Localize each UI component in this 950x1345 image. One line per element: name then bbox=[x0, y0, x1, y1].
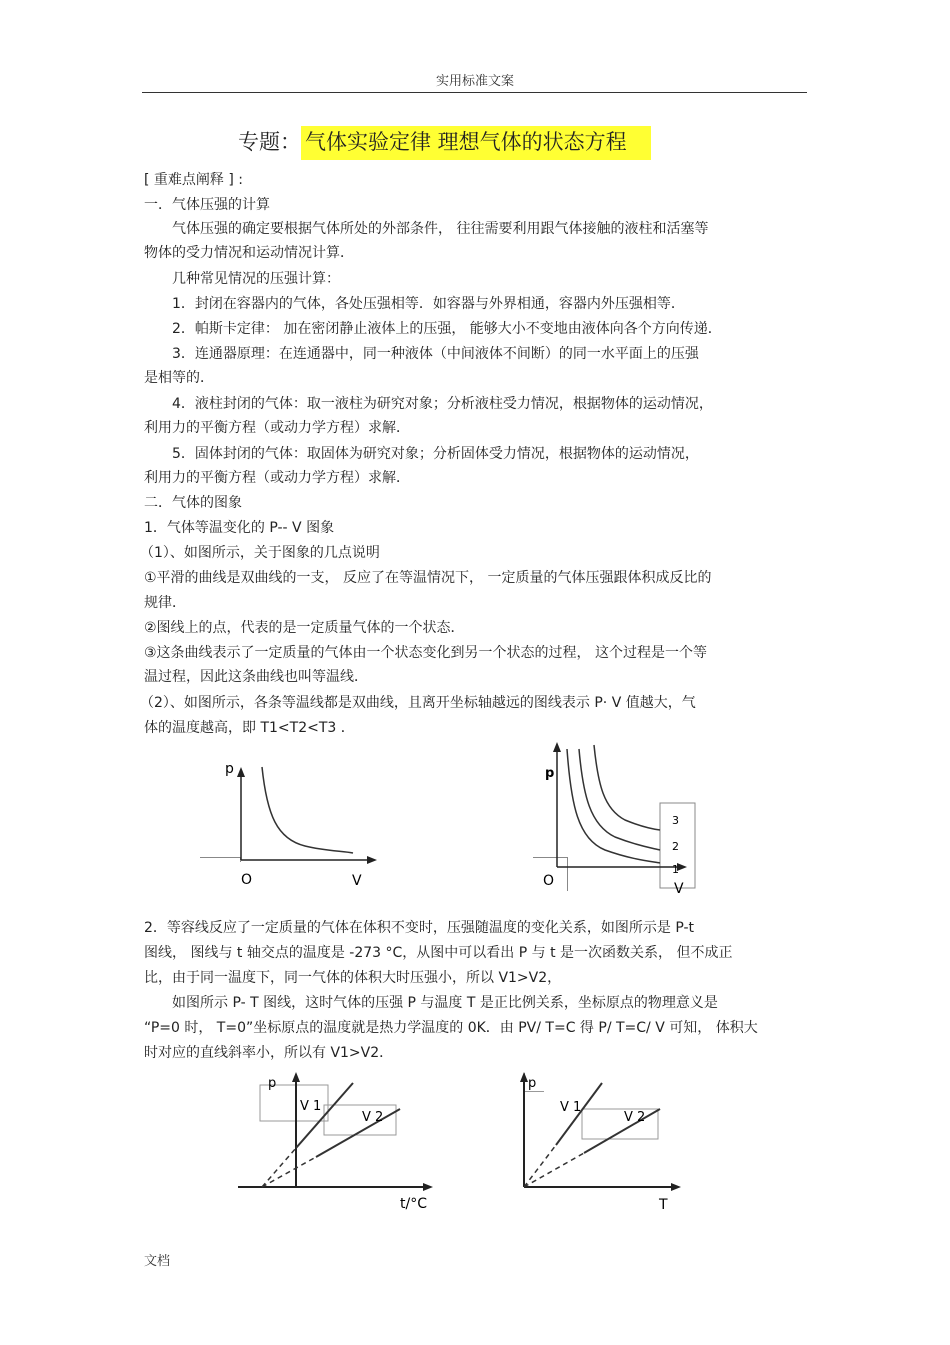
text-line: [ 重难点阐释 ] : bbox=[144, 172, 243, 188]
v-label: V bbox=[352, 873, 362, 889]
text-line: 1．气体等温变化的 P-- V 图象 bbox=[144, 520, 335, 536]
text-line: 温过程，因此这条曲线也叫等温线． bbox=[144, 669, 368, 685]
v2-label: V 2 bbox=[624, 1110, 646, 1125]
isotherm-figure bbox=[195, 755, 405, 895]
page-footer: 文档 bbox=[144, 1254, 171, 1269]
curve-label-2: 2 bbox=[672, 840, 679, 853]
p-axis-arrow bbox=[292, 1072, 300, 1082]
p-label: p bbox=[528, 1076, 537, 1091]
v2-extrapolation bbox=[524, 1153, 584, 1187]
label-frame bbox=[524, 1091, 544, 1092]
text-line: （1）、如图所示，关于图象的几点说明 bbox=[140, 545, 380, 561]
text-line: 如图所示 P- T 图线，这时气体的压强 P 与温度 T 是正比例关系，坐标原点的物理意义是 bbox=[172, 995, 718, 1011]
page-title bbox=[238, 126, 651, 156]
title-highlight: 气体实验定律 理想气体的状态方程 bbox=[301, 126, 651, 160]
p-label: p bbox=[545, 766, 555, 781]
text-line: 气体压强的确定要根据气体所处的外部条件， 往往需要利用跟气体接触的液柱和活塞等 bbox=[172, 221, 709, 237]
frame-line bbox=[567, 857, 568, 891]
v1-extrapolation bbox=[262, 1148, 296, 1187]
isotherm-t3 bbox=[594, 745, 660, 830]
isotherms-figure bbox=[530, 735, 705, 900]
frame-line bbox=[200, 857, 241, 858]
v2-line bbox=[316, 1109, 400, 1157]
v1-line bbox=[296, 1083, 353, 1148]
section-heading: 一．气体压强的计算 bbox=[144, 197, 270, 213]
text-line: 利用力的平衡方程（或动力学方程）求解． bbox=[144, 470, 410, 486]
curve-label-1: 1 bbox=[672, 863, 679, 876]
title-prefix: 专题： bbox=[238, 130, 301, 154]
text-line: ③这条曲线表示了一定质量的气体由一个状态变化到另一个状态的过程， 这个过程是一个等 bbox=[144, 645, 707, 661]
text-line: ①平滑的曲线是双曲线的一支， 反应了在等温情况下， 一定质量的气体压强跟体积成反比的 bbox=[144, 570, 712, 586]
label-frame bbox=[324, 1105, 396, 1135]
v2-line bbox=[584, 1109, 660, 1153]
isotherm-t2 bbox=[579, 749, 660, 850]
text-line: 几种常见情况的压强计算： bbox=[172, 271, 340, 287]
text-line: 规律． bbox=[144, 595, 186, 611]
header-divider bbox=[142, 92, 807, 93]
T-label: T bbox=[659, 1197, 668, 1213]
origin-label: O bbox=[241, 872, 253, 888]
text-line: 体的温度越高，即 T1<T2<T3 ． bbox=[144, 720, 355, 736]
text-line: ②图线上的点，代表的是一定质量气体的一个状态． bbox=[144, 620, 465, 636]
text-line: 2．等容线反应了一定质量的气体在体积不变时，压强随温度的变化关系，如图所示是 P-t bbox=[144, 920, 695, 936]
t-axis-arrow bbox=[423, 1183, 433, 1191]
text-line: 时对应的直线斜率小，所以有 V1>V2． bbox=[144, 1045, 394, 1061]
text-line: 1．封闭在容器内的气体，各处压强相等．如容器与外界相通，容器内外压强相等． bbox=[172, 296, 685, 312]
v1-label: V 1 bbox=[300, 1099, 322, 1114]
text-line: 比，由于同一温度下，同一气体的体积大时压强小，所以 V1>V2， bbox=[144, 970, 562, 986]
v-label: V bbox=[674, 881, 684, 897]
p-axis-arrow bbox=[237, 767, 245, 777]
section-heading: 二．气体的图象 bbox=[144, 495, 242, 511]
text-line: 3．连通器原理：在连通器中，同一种液体（中间液体不间断）的同一水平面上的压强 bbox=[172, 346, 699, 362]
p-axis-arrow bbox=[553, 742, 561, 752]
text-line: 图线， 图线与 t 轴交点的温度是 -273 °C，从图中可以看出 P 与 t 是一次函数关系， 但不成正 bbox=[144, 945, 733, 961]
text-line: “P=0 时， T=0”坐标原点的温度就是热力学温度的 0K．由 PV/ T=C 得 P/ T=C/ V 可知， 体积大 bbox=[144, 1020, 758, 1036]
p-label: p bbox=[225, 761, 234, 777]
v1-label: V 1 bbox=[560, 1100, 582, 1115]
p-axis-arrow bbox=[520, 1072, 528, 1082]
text-line: 2．帕斯卡定律： 加在密闭静止液体上的压强， 能够大小不变地由液体向各个方向传递． bbox=[172, 321, 722, 337]
text-line: 4．液柱封闭的气体：取一液柱为研究对象；分析液柱受力情况，根据物体的运动情况， bbox=[172, 396, 713, 412]
label-frame bbox=[582, 1109, 658, 1139]
frame-line bbox=[533, 857, 567, 858]
text-line: 是相等的． bbox=[144, 370, 214, 386]
text-line: 利用力的平衡方程（或动力学方程）求解． bbox=[144, 420, 410, 436]
v-axis-arrow bbox=[367, 856, 377, 864]
isotherm-curve bbox=[262, 767, 353, 853]
t-label: t/°C bbox=[400, 1196, 427, 1212]
text-line: 物体的受力情况和运动情况计算． bbox=[144, 245, 354, 261]
text-line: （2）、如图所示，各条等温线都是双曲线，且离开坐标轴越远的图线表示 P· V 值越大，气 bbox=[140, 695, 696, 711]
v2-label: V 2 bbox=[362, 1110, 384, 1125]
p-label: p bbox=[268, 1076, 277, 1091]
origin-label: O bbox=[543, 873, 555, 889]
pT-isochore-figure bbox=[512, 1065, 682, 1215]
v2-extrapolation bbox=[262, 1157, 316, 1187]
T-axis-arrow bbox=[671, 1183, 681, 1191]
pt-isochore-figure bbox=[232, 1065, 442, 1215]
v1-extrapolation bbox=[524, 1145, 556, 1187]
page-header: 实用标准文案 bbox=[435, 74, 514, 89]
text-line: 5．固体封闭的气体：取固体为研究对象；分析固体受力情况，根据物体的运动情况， bbox=[172, 446, 699, 462]
curve-label-3: 3 bbox=[672, 814, 679, 827]
